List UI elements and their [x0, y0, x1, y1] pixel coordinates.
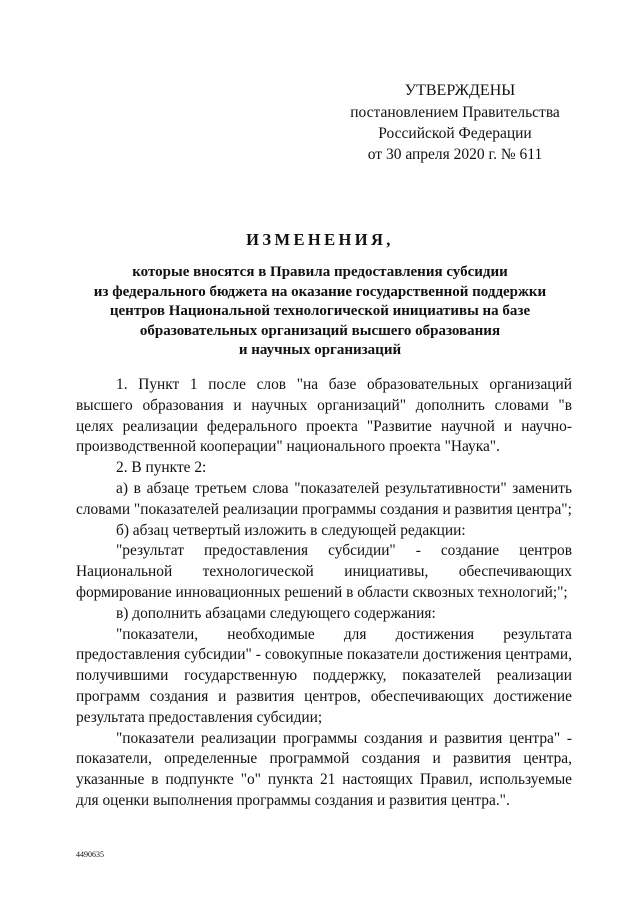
- approval-heading: УТВЕРЖДЕНЫ: [404, 82, 516, 99]
- document-title-block: [60, 229, 580, 361]
- approval-line-decree: постановлением Правительства: [350, 104, 560, 121]
- subtitle-line: и научных организаций: [238, 342, 402, 359]
- subtitle-line: из федерального бюджета на оказание государственной поддержки: [93, 283, 547, 300]
- paragraph-quoted-indicators: "показатели, необходимые для достижения результата предоставления субсидии" - совокупные показатели достижения центрами, получившими государственную поддержку, показателей реализации программ создания и развития центров, обеспечивающих достижение результата предоставления субсидии;: [76, 625, 572, 726]
- subtitle-line: образовательных организаций высшего образования: [139, 322, 501, 339]
- paragraph-item-1: 1. Пункт 1 после слов "на базе образовательных организаций высшего образования и научных организаций" дополнить словами "в целях реализации федерального проекта "Развитие научной и научно-производственной кооперации" национального проекта "Наука".: [76, 376, 572, 456]
- subtitle-line: которые вносятся в Правила предоставления субсидии: [132, 264, 508, 280]
- document-code: 4490635: [76, 850, 104, 859]
- paragraph-subitem-b: б) абзац четвертый изложить в следующей редакции:: [116, 521, 466, 539]
- paragraph-quoted-result: "результат предоставления субсидии" - создание центров Национальной технологической инициативы, обеспечивающих формирование инновационных решений в области сквозных технологий;";: [76, 542, 572, 601]
- document-title: ИЗМЕНЕНИЯ,: [246, 230, 394, 249]
- approval-stamp: [340, 80, 570, 165]
- approval-line-date-number: от 30 апреля 2020 г. № 611: [367, 146, 543, 163]
- document-body: [76, 375, 572, 812]
- paragraph-subitem-c: в) дополнить абзацами следующего содержания:: [116, 604, 436, 622]
- paragraph-subitem-a: а) в абзаце третьем слова "показателей результативности" заменить словами "показателей реализации программы создания и развития центра";: [76, 479, 572, 518]
- paragraph-quoted-program-indicators: "показатели реализации программы создания и развития центра" - показатели, определенные программой создания и развития центра, указанные в подпункте "о" пункта 21 настоящих Правил, используемые для оценки выполнения программы создания и развития центра.".: [76, 729, 572, 809]
- subtitle-line: центров Национальной технологической инициативы на базе: [109, 303, 531, 320]
- paragraph-item-2: 2. В пункте 2:: [116, 459, 207, 477]
- approval-line-government: Российской Федерации: [378, 125, 532, 142]
